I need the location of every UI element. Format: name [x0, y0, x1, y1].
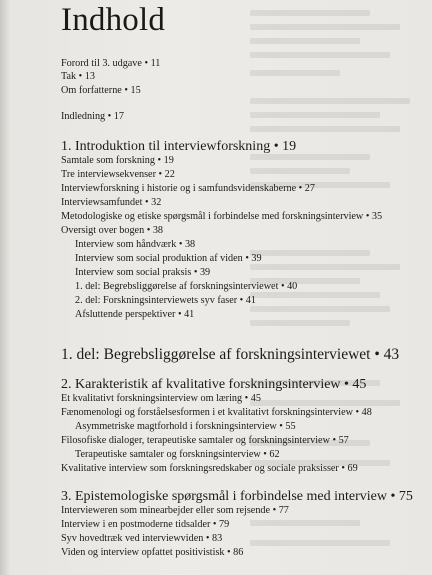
- toc-entry: Asymmetriske magtforhold i forskningsinterview • 55: [75, 421, 296, 432]
- toc-entry: Intervieweren som minearbejder eller som rejsende • 77: [61, 505, 289, 516]
- toc-entry: Syv hovedtræk ved interviewviden • 83: [61, 533, 223, 544]
- toc-entry: Oversigt over bogen • 38: [61, 225, 164, 236]
- page-title: Indhold: [61, 2, 166, 38]
- toc-entry: 2. del: Forskningsinterviewets syv faser • 41: [75, 295, 256, 306]
- toc-entry: Terapeutiske samtaler og forskningsinterview • 62: [75, 449, 280, 460]
- toc-entry: Kvalitative interview som forskningsredskaber og sociale praksisser • 69: [61, 463, 358, 474]
- toc-entry: Interview i en postmoderne tidsalder • 79: [61, 519, 230, 530]
- toc-entry: Fænomenologi og forståelsesformen i et kvalitativt forskningsinterview • 48: [61, 407, 372, 418]
- toc-entry: Viden og interview opfattet positivistisk • 86: [61, 547, 244, 558]
- toc-entry: Et kvalitativt forskningsinterview om læring • 45: [61, 393, 261, 404]
- toc-entry: Interview som social praksis • 39: [75, 267, 211, 278]
- toc-entry: 2. Karakteristik af kvalitative forskningsinterview • 45: [61, 377, 367, 392]
- toc-entry: Forord til 3. udgave • 11: [61, 58, 161, 69]
- toc-entry: Tak • 13: [61, 71, 95, 82]
- toc-entry: 1. del: Begrebsliggørelse af forskningsinterviewet • 43: [61, 346, 400, 363]
- toc-entry: Indledning • 17: [61, 111, 124, 122]
- toc-entry: Samtale som forskning • 19: [61, 155, 174, 166]
- toc-entry: 1. del: Begrebsliggørelse af forskningsinterviewet • 40: [75, 281, 298, 292]
- toc-entry: Tre interviewsekvenser • 22: [61, 169, 175, 180]
- toc-entry: 1. Introduktion til interviewforskning • 19: [61, 139, 297, 154]
- toc-entry: Interviewforskning i historie og i samfundsvidenskaberne • 27: [61, 183, 315, 194]
- page-edge-shadow: [0, 0, 10, 575]
- toc-entry: Interview som social produktion af viden • 39: [75, 253, 262, 264]
- toc-entry: Afsluttende perspektiver • 41: [75, 309, 195, 320]
- toc-entry: Filosofiske dialoger, terapeutiske samtaler og forskningsinterview • 57: [61, 435, 349, 446]
- toc-entry: Metodologiske og etiske spørgsmål i forbindelse med forskningsinterview • 35: [61, 211, 383, 222]
- toc-entry: Interviewsamfundet • 32: [61, 197, 162, 208]
- toc-entry: Interview som håndværk • 38: [75, 239, 196, 250]
- toc-entry: 3. Epistemologiske spørgsmål i forbindelse med interview • 75: [61, 489, 413, 504]
- toc-entry: Om forfatterne • 15: [61, 85, 141, 96]
